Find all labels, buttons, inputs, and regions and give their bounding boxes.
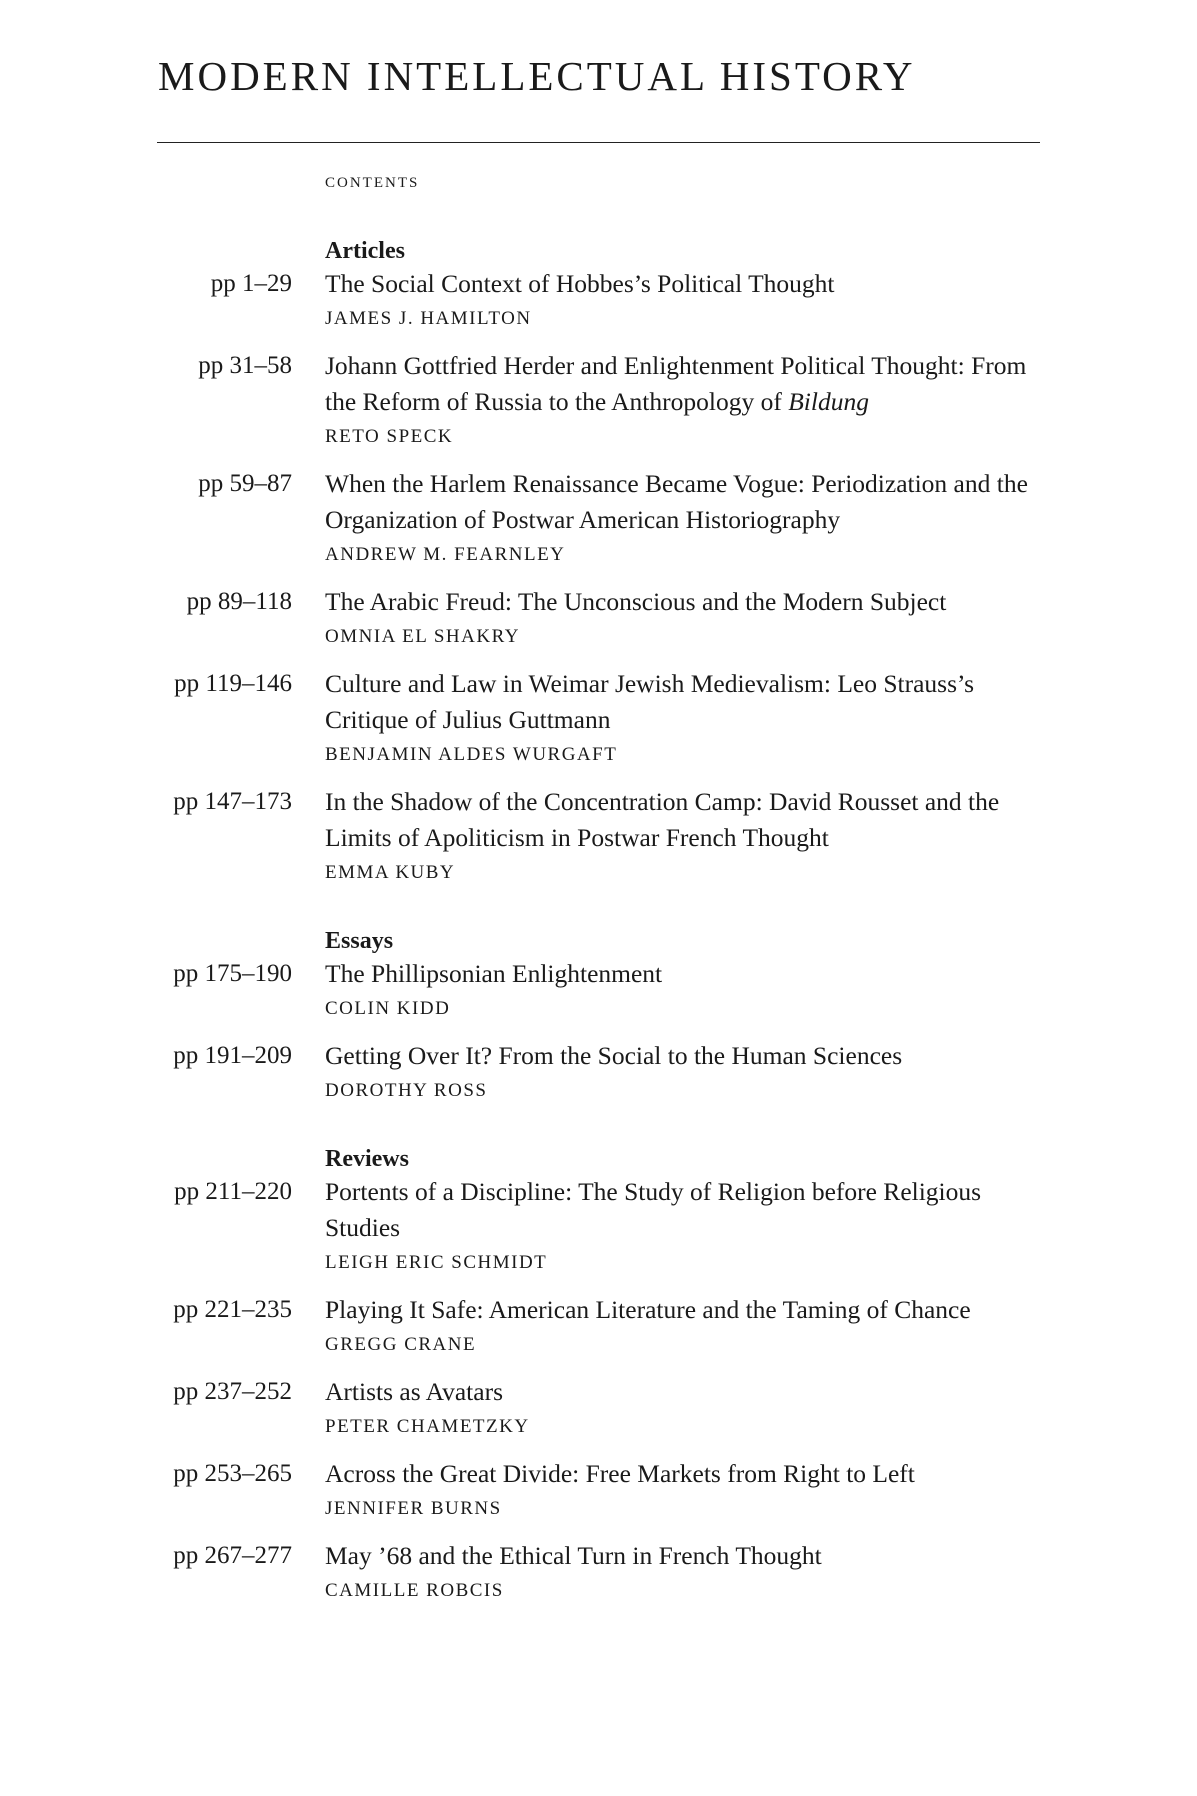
section-heading: Reviews bbox=[325, 1146, 409, 1172]
journal-title: MODERN INTELLECTUAL HISTORY bbox=[158, 53, 916, 99]
page-range: pp 191–209 bbox=[173, 1042, 292, 1069]
article-title-text: Culture and Law in Weimar Jewish Medievalism: Leo Strauss’s Critique of Julius Guttmann bbox=[325, 669, 975, 734]
article-title-text: May ’68 and the Ethical Turn in French Thought bbox=[325, 1541, 822, 1570]
entry-body bbox=[325, 266, 1045, 334]
entry-body bbox=[325, 784, 1045, 888]
article-title bbox=[325, 956, 1045, 992]
article-title-text: Artists as Avatars bbox=[325, 1377, 504, 1406]
article-author: CAMILLE ROBCIS bbox=[325, 1580, 504, 1601]
article-title bbox=[325, 1456, 1045, 1492]
article-author: JAMES J. HAMILTON bbox=[325, 308, 532, 329]
article-title-text: Playing It Safe: American Literature and the Taming of Chance bbox=[325, 1295, 971, 1324]
entry-body bbox=[325, 1374, 1045, 1442]
article-author: LEIGH ERIC SCHMIDT bbox=[325, 1252, 548, 1273]
toc-entry[interactable] bbox=[0, 956, 1197, 1024]
toc-entry[interactable] bbox=[0, 1456, 1197, 1524]
page-range: pp 267–277 bbox=[173, 1542, 292, 1569]
toc-section-articles bbox=[0, 236, 1197, 888]
article-title-text: In the Shadow of the Concentration Camp: David Rousset and the Limits of Apoliticism in Postwar French Thought bbox=[325, 787, 1000, 852]
article-author: RETO SPECK bbox=[325, 426, 454, 447]
toc-entry[interactable] bbox=[0, 1374, 1197, 1442]
page-range: pp 119–146 bbox=[174, 670, 292, 697]
toc-entry[interactable] bbox=[0, 1292, 1197, 1360]
article-title-text: Johann Gottfried Herder and Enlightenment Political Thought: From the Reform of Russia to the Anthropology of bbox=[325, 351, 1027, 416]
table-of-contents bbox=[0, 236, 1197, 1644]
article-title-text: The Phillipsonian Enlightenment bbox=[325, 959, 663, 988]
article-title-text: The Arabic Freud: The Unconscious and the Modern Subject bbox=[325, 587, 947, 616]
article-title bbox=[325, 1038, 1045, 1074]
article-author: GREGG CRANE bbox=[325, 1334, 477, 1355]
entry-body bbox=[325, 466, 1045, 570]
article-title bbox=[325, 266, 1045, 302]
entry-body bbox=[325, 666, 1045, 770]
entry-body bbox=[325, 1456, 1045, 1524]
article-author: COLIN KIDD bbox=[325, 998, 451, 1019]
entry-body bbox=[325, 1292, 1045, 1360]
page-range: pp 147–173 bbox=[173, 788, 292, 815]
article-author: PETER CHAMETZKY bbox=[325, 1416, 530, 1437]
article-title-text: When the Harlem Renaissance Became Vogue: Periodization and the Organization of Postwar American Historiography bbox=[325, 469, 1028, 534]
article-author: BENJAMIN ALDES WURGAFT bbox=[325, 744, 618, 765]
article-author: OMNIA EL SHAKRY bbox=[325, 626, 520, 647]
toc-entry[interactable] bbox=[0, 584, 1197, 652]
toc-entry[interactable] bbox=[0, 666, 1197, 770]
article-title-text: The Social Context of Hobbes’s Political Thought bbox=[325, 269, 835, 298]
page-range: pp 237–252 bbox=[173, 1378, 292, 1405]
article-title-italic: Bildung bbox=[788, 387, 869, 416]
page-range: pp 211–220 bbox=[174, 1178, 292, 1205]
article-author: DOROTHY ROSS bbox=[325, 1080, 488, 1101]
entry-body bbox=[325, 1038, 1045, 1106]
article-title bbox=[325, 1374, 1045, 1410]
section-heading: Articles bbox=[325, 238, 405, 264]
article-title bbox=[325, 784, 1045, 856]
header-rule bbox=[157, 142, 1040, 143]
page-range: pp 1–29 bbox=[210, 270, 292, 297]
article-author: JENNIFER BURNS bbox=[325, 1498, 502, 1519]
entry-body bbox=[325, 1174, 1045, 1278]
article-title bbox=[325, 584, 1045, 620]
contents-label: contents bbox=[325, 168, 420, 192]
toc-entry[interactable] bbox=[0, 348, 1197, 452]
toc-section-reviews bbox=[0, 1144, 1197, 1606]
article-author: EMMA KUBY bbox=[325, 862, 456, 883]
article-title-text: Portents of a Discipline: The Study of Religion before Religious Studies bbox=[325, 1177, 982, 1242]
entry-body bbox=[325, 584, 1045, 652]
toc-entry[interactable] bbox=[0, 1038, 1197, 1106]
article-title bbox=[325, 666, 1045, 738]
entry-body bbox=[325, 956, 1045, 1024]
article-author: ANDREW M. FEARNLEY bbox=[325, 544, 566, 565]
page-range: pp 221–235 bbox=[173, 1296, 292, 1323]
page-range: pp 59–87 bbox=[198, 470, 292, 497]
page-range: pp 253–265 bbox=[173, 1460, 292, 1487]
page-range: pp 89–118 bbox=[186, 588, 292, 615]
toc-entry[interactable] bbox=[0, 466, 1197, 570]
article-title-text: Getting Over It? From the Social to the Human Sciences bbox=[325, 1041, 903, 1070]
article-title-text: Across the Great Divide: Free Markets from Right to Left bbox=[325, 1459, 915, 1488]
article-title bbox=[325, 1538, 1045, 1574]
section-heading: Essays bbox=[325, 928, 394, 954]
page-range: pp 175–190 bbox=[173, 960, 292, 987]
toc-entry[interactable] bbox=[0, 1174, 1197, 1278]
toc-section-essays bbox=[0, 926, 1197, 1106]
page-range: pp 31–58 bbox=[198, 352, 292, 379]
entry-body bbox=[325, 1538, 1045, 1606]
toc-entry[interactable] bbox=[0, 1538, 1197, 1606]
article-title bbox=[325, 348, 1045, 420]
toc-entry[interactable] bbox=[0, 784, 1197, 888]
entry-body bbox=[325, 348, 1045, 452]
article-title bbox=[325, 1292, 1045, 1328]
article-title bbox=[325, 466, 1045, 538]
article-title bbox=[325, 1174, 1045, 1246]
toc-entry[interactable] bbox=[0, 266, 1197, 334]
